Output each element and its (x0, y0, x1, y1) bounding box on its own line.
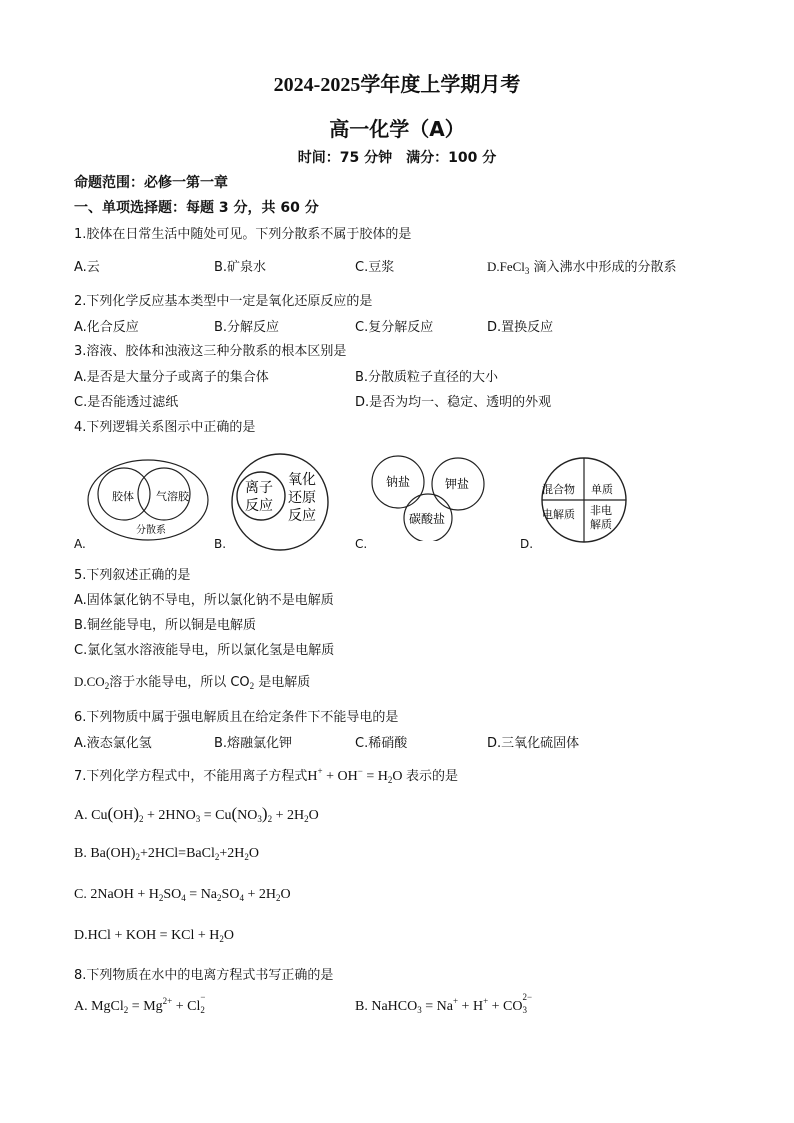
diagram-d-tl-label: 混合物 (542, 483, 575, 496)
q2-option-c: C.复分解反应 (355, 320, 434, 335)
q8-option-a: A. MgCl$_2$ = $Mg^{2+} + Cl$ $_{- 2}$ (74, 992, 206, 1015)
section-heading: 一、单项选择题：每题 3 分，共 60 分 (74, 200, 319, 216)
q7-stem: 7.下列化学方程式中，不能用离子方程式$H^+ + OH^- = H_2O$ 表示的是 (74, 766, 458, 785)
q5-option-d: $D.CO_2$溶于水能导电，所以 $CO_2$ 是电解质 (74, 674, 311, 691)
diagram-a-left-label: 胶体 (112, 490, 134, 503)
q1-stem: 1.胶体在日常生活中随处可见。下列分散系不属于胶体的是 (74, 227, 412, 242)
q5-option-a: A.固体氯化钠不导电，所以氯化钠不是电解质 (74, 593, 334, 608)
q7-option-a: A. $Cu(OH)_2 + 2HNO_3 = Cu(NO_3)_2 + 2H_2O$ (74, 804, 319, 824)
q4-option-c: C. (355, 537, 368, 551)
q1-option-a: A.云 (74, 260, 100, 275)
diagram-d-br-line2: 解质 (590, 518, 612, 531)
diagram-c (366, 455, 492, 541)
q3-option-d: D.是否为均一、稳定、透明的外观 (355, 395, 552, 410)
diagram-c-bottom-label: 碳酸盐 (409, 512, 446, 526)
q3-stem: 3.溶液、胶体和浊液这三种分散系的根本区别是 (74, 344, 347, 359)
q2-option-d: D.置换反应 (487, 320, 554, 335)
diagram-b-inner-line2: 反应 (245, 498, 273, 514)
time-score: 时间：75 分钟 满分：100 分 (297, 150, 497, 166)
diagram-a-outer-label: 分散系 (136, 525, 166, 536)
q8-option-b: B. NaHCO$_3$ = Na+ + H+ + CO $_{2- 3}$ (355, 992, 533, 1015)
q6-stem: 6.下列物质中属于强电解质且在给定条件下不能导电的是 (74, 710, 399, 725)
q3-option-a: A.是否是大量分子或离子的集合体 (74, 370, 269, 385)
subject-title: 高一化学（A） (329, 117, 465, 141)
diagram-b-inner-line1: 离子 (245, 480, 273, 496)
diagram-b-outer-line2: 还原 (288, 490, 316, 506)
diagram-b-outer-line1: 氧化 (288, 472, 316, 488)
q3-option-b: B.分散质粒子直径的大小 (355, 370, 499, 385)
diagram-d-bl-label: 电解质 (542, 508, 575, 521)
scope-line: 命题范围：必修一第一章 (74, 175, 228, 191)
q6-option-b: B.熔融氯化钾 (214, 736, 293, 751)
q6-option-a: A.液态氯化氢 (74, 736, 152, 751)
q4-stem: 4.下列逻辑关系图示中正确的是 (74, 420, 256, 435)
q4-option-a: A. (74, 537, 86, 551)
q3-option-c: C.是否能透过滤纸 (74, 395, 179, 410)
q6-option-d: D.三氧化硫固体 (487, 736, 580, 751)
q2-stem: 2.下列化学反应基本类型中一定是氧化还原反应的是 (74, 294, 373, 309)
q4-option-b: B. (214, 537, 227, 551)
q7-option-c: C. 2NaOH + $H_2SO_4 = Na_2SO_4 + 2H_2O$ (74, 887, 291, 903)
diagram-c-left-label: 钠盐 (386, 475, 411, 489)
q8-stem: 8.下列物质在水中的电离方程式书写正确的是 (74, 968, 334, 983)
diagram-a (86, 456, 212, 544)
diagram-d-br-line1: 非电 (590, 504, 612, 517)
q2-option-b: B.分解反应 (214, 320, 280, 335)
q7-option-d: D.HCl + KOH = KCl + $H_2O$ (74, 928, 235, 944)
q7-ionic-equation: $H^+ + OH^- = H_2O$ (307, 766, 406, 785)
diagram-d-tr-label: 单质 (591, 483, 613, 496)
q5-stem: 5.下列叙述正确的是 (74, 568, 191, 583)
diagram-d (534, 456, 634, 544)
q5-option-c: C.氯化氢水溶液能导电，所以氯化氢是电解质 (74, 643, 335, 658)
diagram-b-outer-line3: 反应 (288, 508, 316, 524)
q1-option-b: B.矿泉水 (214, 260, 267, 275)
diagram-b (228, 452, 332, 552)
q5-option-b: B.铜丝能导电，所以铜是电解质 (74, 618, 257, 633)
exam-title: 2024-2025学年度上学期月考 (273, 74, 521, 96)
diagram-a-right-label: 气溶胶 (156, 490, 189, 503)
q4-option-d: D. (520, 537, 534, 551)
q7-option-b: B. $Ba(OH)_2+2HCl=BaCl_2+2H_2O$ (74, 846, 259, 862)
diagram-c-right-label: 钾盐 (445, 477, 470, 491)
q1-option-c: C.豆浆 (355, 260, 395, 275)
q6-option-c: C.稀硝酸 (355, 736, 408, 751)
q1-option-d: D.FeCl$_3$ 滴入沸水中形成的分散系 (487, 259, 677, 276)
q2-option-a: A.化合反应 (74, 320, 139, 335)
